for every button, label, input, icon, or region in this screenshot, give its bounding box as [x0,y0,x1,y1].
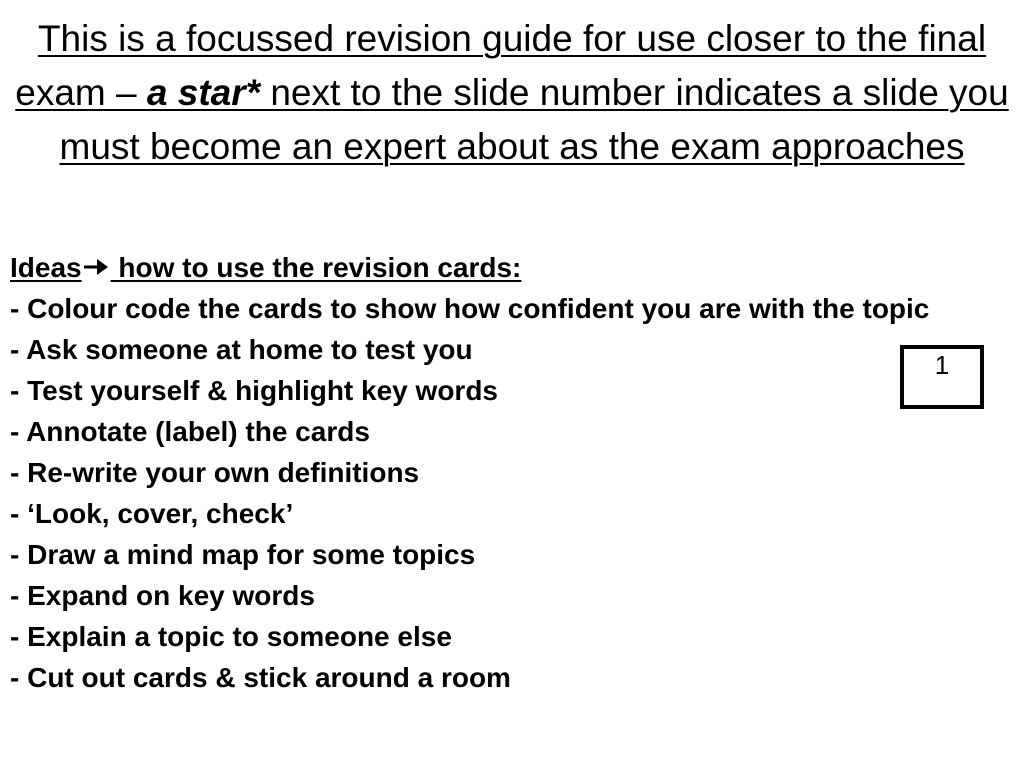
title-text-start: This is a focussed revision guide for use closer to the final exam – [15,18,987,113]
ideas-heading-lead: Ideas [10,252,82,283]
list-item: - Test yourself & highlight key words [10,375,498,406]
list-item: - ‘Look, cover, check’ [10,498,294,529]
page-title [8,12,1016,174]
title-text-end: next to the slide number indicates a slide you must become an expert about as the exam approaches [59,72,1009,167]
list-item: - Annotate (label) the cards [10,416,370,447]
revision-ideas-section [10,247,1000,698]
list-item: - Cut out cards & stick around a room [10,662,511,693]
right-arrow-icon [83,257,109,277]
list-item: - Draw a mind map for some topics [10,539,476,570]
ideas-heading-line [10,247,1000,288]
slide-number-box [900,345,984,409]
slide-number: 1 [934,350,950,380]
list-item: - Re-write your own definitions [10,457,420,488]
list-item: - Explain a topic to someone else [10,621,452,652]
list-item: - Ask someone at home to test you [10,334,473,365]
list-item: - Colour code the cards to show how confident you are with the topic [10,293,930,324]
ideas-heading-text: how to use the revision cards: [110,252,522,283]
title-emphasis-a-star: a star* [146,72,261,113]
list-item: - Expand on key words [10,580,315,611]
ideas-list [10,288,1000,698]
